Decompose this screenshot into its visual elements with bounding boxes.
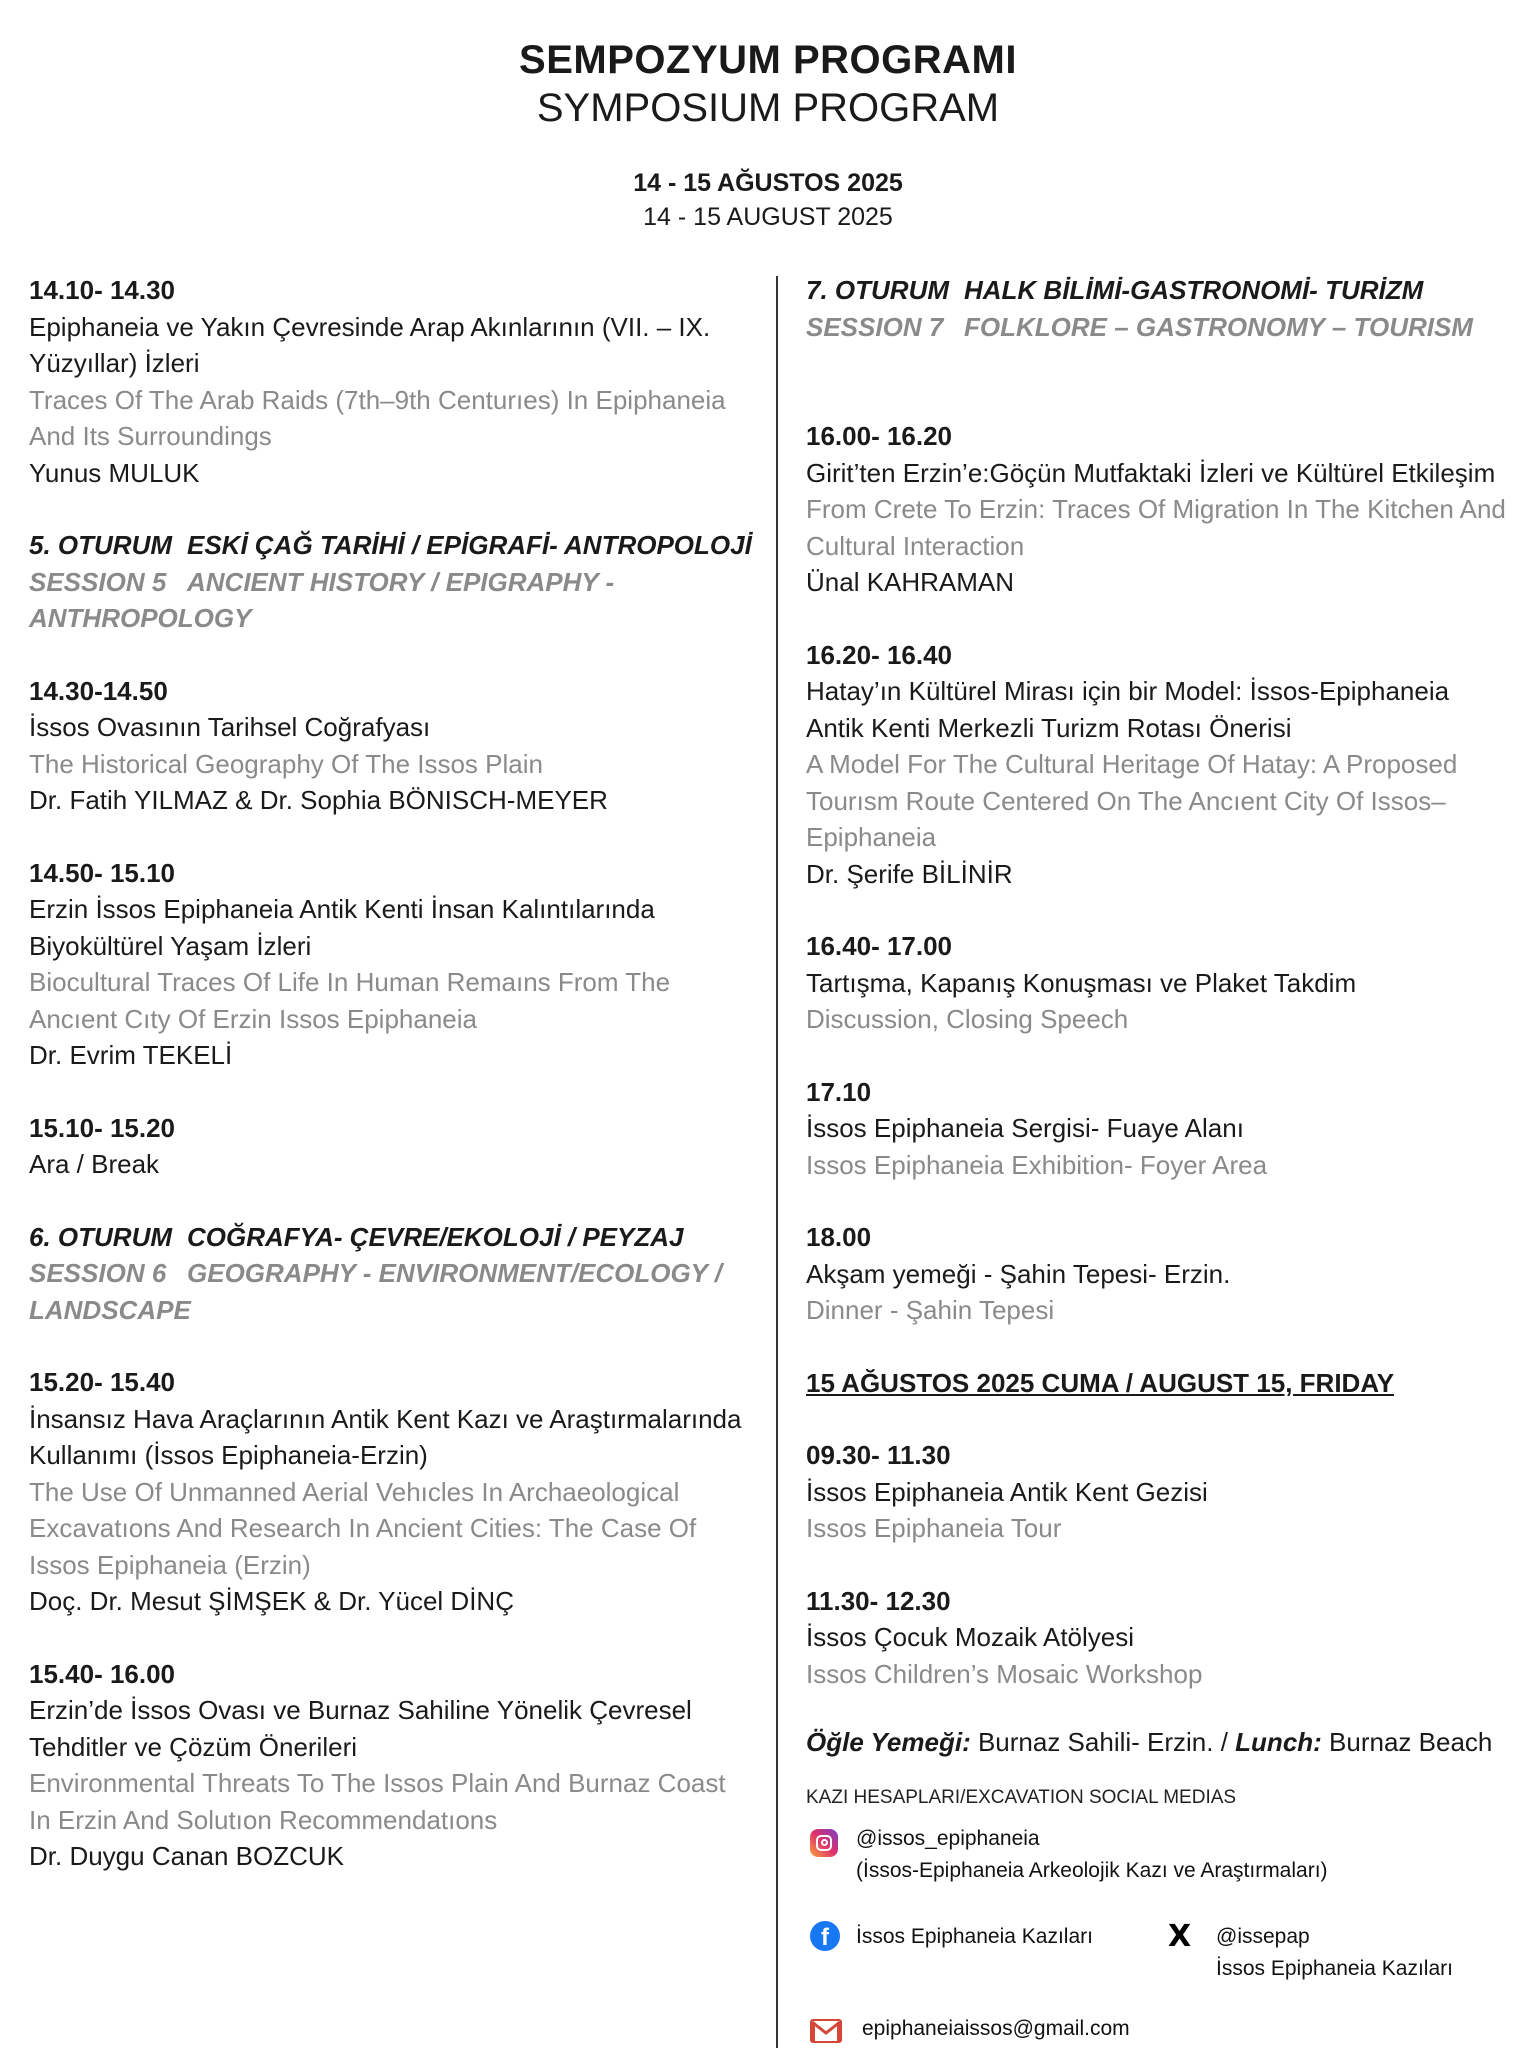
item-title-tr: Girit’ten Erzin’e:Göçün Mutfaktaki İzleri ve Kültürel Etkileşim bbox=[806, 457, 1496, 488]
lunch-place-en: Burnaz Beach bbox=[1321, 1727, 1493, 1757]
program-item bbox=[29, 673, 759, 819]
program-item bbox=[29, 272, 759, 491]
session-label-en: SESSION 7 bbox=[806, 311, 944, 342]
x-icon: X bbox=[1168, 1918, 1192, 1954]
item-title-en: A Model For The Cultural Heritage Of Hatay: A Proposed bbox=[806, 749, 1458, 779]
item-title-tr: İssos Epiphaneia Antik Kent Gezisi bbox=[806, 1476, 1208, 1507]
item-time: 17.10 bbox=[806, 1076, 872, 1107]
session-label-en: SESSION 6 bbox=[29, 1258, 167, 1288]
x-entry[interactable] bbox=[1166, 1918, 1453, 1985]
item-title-tr: Tartışma, Kapanış Konuşması ve Plaket Takdim bbox=[806, 967, 1357, 998]
item-title-tr: Epiphaneia ve Yakın Çevresinde Arap Akınlarının (VII. – IX. bbox=[29, 311, 711, 342]
title-english: SYMPOSIUM PROGRAM bbox=[536, 86, 1000, 130]
item-title-en: Ancıent Cıty Of Erzin Issos Epiphaneia bbox=[29, 1003, 477, 1034]
item-title-en: From Crete To Erzin: Traces Of Migration In The Kitchen And bbox=[806, 494, 1506, 524]
program-item bbox=[29, 1364, 759, 1620]
item-time: 14.10- 14.30 bbox=[29, 275, 176, 305]
item-time: 16.40- 17.00 bbox=[806, 931, 953, 961]
program-header bbox=[0, 36, 1536, 234]
item-time: 15.10- 15.20 bbox=[29, 1112, 176, 1143]
item-time: 16.20- 16.40 bbox=[806, 639, 953, 670]
x-handle[interactable]: @issepap bbox=[1216, 1924, 1310, 1948]
session-topic-en: LANDSCAPE bbox=[29, 1294, 191, 1325]
email-entry[interactable] bbox=[806, 2013, 1536, 2045]
email-address[interactable]: epiphaneiaissos@gmail.com bbox=[862, 2016, 1130, 2040]
session-topic-en: GEOGRAPHY - ENVIRONMENT/ECOLOGY / bbox=[187, 1258, 722, 1288]
social-media-title: KAZI HESAPLARI/EXCAVATION SOCIAL MEDIAS bbox=[806, 1786, 1237, 1808]
item-title-en: Biocultural Traces Of Life In Human Remaıns From The bbox=[29, 967, 671, 997]
column-divider bbox=[776, 276, 778, 2048]
facebook-name[interactable]: İssos Epiphaneia Kazıları bbox=[856, 1924, 1093, 1948]
item-title-en: Issos Epiphaneia Exhibition- Foyer Area bbox=[806, 1149, 1268, 1180]
item-title-en: Environmental Threats To The Issos Plain And Burnaz Coast bbox=[29, 1768, 726, 1798]
item-time: 11.30- 12.30 bbox=[806, 1585, 951, 1616]
session-label-tr: 7. OTURUM bbox=[806, 275, 949, 305]
instagram-name: (İssos-Epiphaneia Arkeolojik Kazı ve Araştırmaları) bbox=[856, 1858, 1328, 1882]
item-title-en: Cultural Interaction bbox=[806, 530, 1025, 561]
session-topic-en: FOLKLORE – GASTRONOMY – TOURISM bbox=[964, 311, 1473, 342]
program-item bbox=[806, 928, 1536, 1038]
item-author: Ünal KAHRAMAN bbox=[806, 567, 1015, 597]
item-title-en: Issos Epiphaneia (Erzin) bbox=[29, 1549, 311, 1580]
item-time: 16.00- 16.20 bbox=[806, 421, 953, 451]
item-title-tr: Erzin’de İssos Ovası ve Burnaz Sahiline Yönelik Çevresel bbox=[29, 1695, 692, 1725]
program-item bbox=[806, 418, 1536, 601]
item-title-tr: Akşam yemeği - Şahin Tepesi- Erzin. bbox=[806, 1258, 1231, 1289]
program-item bbox=[806, 1074, 1536, 1184]
item-title-en: The Use Of Unmanned Aerial Vehıcles In Archaeological bbox=[29, 1476, 680, 1507]
item-title-en: Excavatıons And Research In Ancient Cities: The Case Of bbox=[29, 1513, 697, 1543]
session-label-tr: 6. OTURUM bbox=[29, 1221, 172, 1252]
session-topic-en: ANCIENT HISTORY / EPIGRAPHY - bbox=[187, 566, 615, 597]
day-two-title: 15 AĞUSTOS 2025 CUMA / AUGUST 15, FRIDAY bbox=[806, 1367, 1395, 1398]
item-author: Dr. Duygu Canan BOZCUK bbox=[29, 1841, 345, 1871]
item-author: Dr. Şerife BİLİNİR bbox=[806, 858, 1013, 889]
break-label: Ara / Break bbox=[29, 1149, 160, 1179]
session-label-en: SESSION 5 bbox=[29, 566, 167, 597]
item-title-tr: Yüzyıllar) İzleri bbox=[29, 348, 200, 378]
program-item bbox=[29, 1110, 759, 1183]
lunch-label-tr: Öğle Yemeği: bbox=[806, 1727, 971, 1757]
item-title-tr: Tehditler ve Çözüm Önerileri bbox=[29, 1731, 358, 1762]
left-column bbox=[29, 272, 759, 1911]
item-time: 14.50- 15.10 bbox=[29, 857, 176, 888]
item-title-tr: Erzin İssos Epiphaneia Antik Kenti İnsan Kalıntılarında bbox=[29, 894, 655, 924]
item-author: Doç. Dr. Mesut ŞİMŞEK & Dr. Yücel DİNÇ bbox=[29, 1586, 514, 1616]
facebook-icon: f bbox=[810, 1921, 840, 1951]
program-item bbox=[29, 1656, 759, 1875]
item-title-tr: Hatay’ın Kültürel Mirası için bir Model: İssos-Epiphaneia bbox=[806, 676, 1450, 706]
program-item bbox=[806, 1583, 1536, 1693]
social-row bbox=[806, 1918, 1536, 1985]
session-label-tr: 5. OTURUM bbox=[29, 530, 172, 560]
item-title-tr: İnsansız Hava Araçlarının Antik Kent Kazı ve Araştırmalarında bbox=[29, 1403, 742, 1434]
session-heading bbox=[29, 1219, 759, 1329]
item-time: 15.20- 15.40 bbox=[29, 1367, 176, 1397]
lunch-info bbox=[806, 1724, 1536, 1761]
item-title-en: The Historical Geography Of The Issos Plain bbox=[29, 748, 543, 779]
item-title-en: Discussion, Closing Speech bbox=[806, 1004, 1129, 1034]
item-title-en: Traces Of The Arab Raids (7th–9th Centurıes) In Epiphaneia bbox=[29, 384, 726, 415]
item-title-tr: İssos Epiphaneia Sergisi- Fuaye Alanı bbox=[806, 1113, 1244, 1143]
program-item bbox=[806, 1219, 1536, 1329]
date-turkish: 14 - 15 AĞUSTOS 2025 bbox=[633, 169, 903, 197]
session-topic-en: ANTHROPOLOGY bbox=[29, 603, 252, 633]
program-item bbox=[29, 855, 759, 1074]
item-author: Dr. Evrim TEKELİ bbox=[29, 1040, 233, 1070]
session-topic-tr: COĞRAFYA- ÇEVRE/EKOLOJİ / PEYZAJ bbox=[187, 1221, 684, 1252]
x-name: İssos Epiphaneia Kazıları bbox=[1216, 1956, 1453, 1980]
item-title-en: In Erzin And Solutıon Recommendatıons bbox=[29, 1804, 498, 1835]
item-time: 09.30- 11.30 bbox=[806, 1440, 951, 1470]
lunch-place-tr: Burnaz Sahili- Erzin. / bbox=[970, 1727, 1236, 1757]
item-title-tr: İssos Ovasının Tarihsel Coğrafyası bbox=[29, 712, 431, 742]
lunch-label-en: Lunch: bbox=[1235, 1727, 1322, 1757]
item-time: 14.30-14.50 bbox=[29, 675, 168, 706]
instagram-entry[interactable] bbox=[806, 1823, 1536, 1887]
program-item bbox=[806, 637, 1536, 893]
instagram-icon bbox=[810, 1829, 838, 1857]
item-title-en: Issos Children’s Mosaic Workshop bbox=[806, 1658, 1203, 1689]
facebook-entry[interactable] bbox=[806, 1921, 1093, 1953]
item-title-en: Issos Epiphaneia Tour bbox=[806, 1513, 1062, 1543]
item-time: 15.40- 16.00 bbox=[29, 1658, 176, 1689]
item-author: Yunus MULUK bbox=[29, 457, 200, 488]
right-column bbox=[806, 272, 1536, 2045]
date-english: 14 - 15 AUGUST 2025 bbox=[643, 203, 893, 231]
item-title-tr: Biyokültürel Yaşam İzleri bbox=[29, 930, 312, 961]
session-topic-tr: HALK BİLİMİ-GASTRONOMİ- TURİZM bbox=[964, 275, 1424, 305]
instagram-handle[interactable]: @issos_epiphaneia bbox=[856, 1826, 1040, 1850]
item-title-en: Dinner - Şahin Tepesi bbox=[806, 1295, 1055, 1325]
session-heading bbox=[806, 272, 1536, 345]
day-two-heading bbox=[806, 1365, 1536, 1402]
item-title-en: Epiphaneia bbox=[806, 822, 937, 852]
item-title-tr: Kullanımı (İssos Epiphaneia-Erzin) bbox=[29, 1440, 428, 1470]
session-topic-tr: ESKİ ÇAĞ TARİHİ / EPİGRAFİ- ANTROPOLOJİ bbox=[187, 530, 752, 560]
item-title-en: Tourısm Route Centered On The Ancıent City Of Issos– bbox=[806, 785, 1446, 816]
item-time: 18.00 bbox=[806, 1222, 872, 1252]
item-title-en: And Its Surroundings bbox=[29, 421, 272, 451]
item-author: Dr. Fatih YILMAZ & Dr. Sophia BÖNISCH-MEYER bbox=[29, 785, 608, 815]
item-title-tr: İssos Çocuk Mozaik Atölyesi bbox=[806, 1622, 1135, 1652]
gmail-icon bbox=[810, 2019, 842, 2043]
session-heading bbox=[29, 527, 759, 637]
program-item bbox=[806, 1437, 1536, 1547]
title-turkish: SEMPOZYUM PROGRAMI bbox=[519, 38, 1017, 82]
item-title-tr: Antik Kenti Merkezli Turizm Rotası Önerisi bbox=[806, 712, 1292, 743]
